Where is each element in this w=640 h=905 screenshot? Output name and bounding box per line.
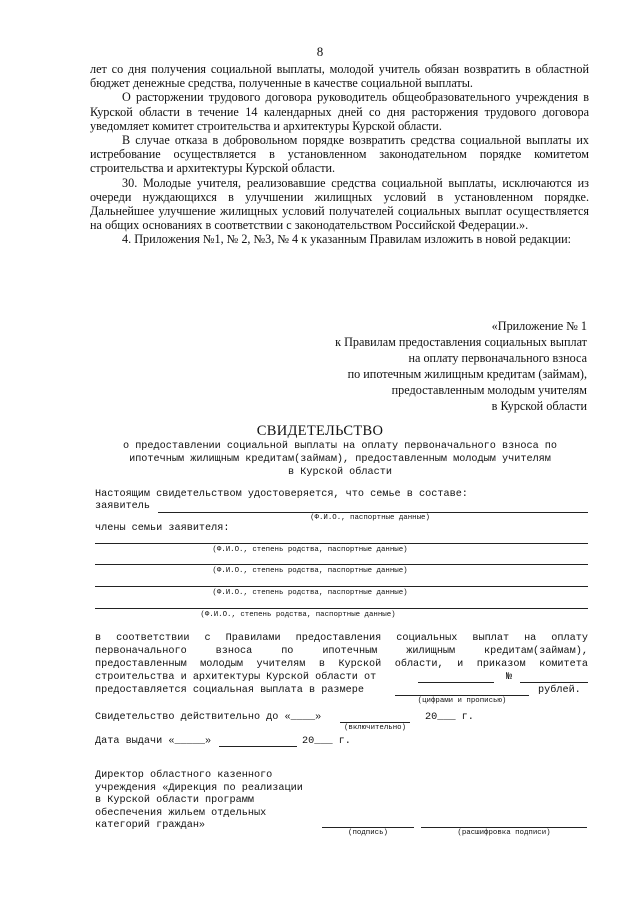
appendix-line: в Курской области — [491, 399, 587, 413]
appendix-line: к Правилам предоставления социальных выплат — [335, 335, 587, 349]
order-date-field[interactable] — [418, 682, 494, 683]
signature-decode-field[interactable] — [421, 827, 587, 828]
appendix-line: предоставленным молодым учителям — [391, 383, 587, 397]
signature-caption: (подпись) — [348, 829, 388, 837]
body-text — [90, 62, 589, 247]
applicant-caption: (Ф.И.О., паспортные данные) — [310, 514, 430, 522]
applicant-field[interactable] — [158, 512, 588, 513]
certificate-subtitle-3: в Курской области — [288, 467, 392, 478]
issue-date-year: 20___ г. — [302, 736, 351, 747]
valid-until-field[interactable] — [340, 722, 410, 723]
paragraph-3: В случае отказа в добровольном порядке возвратить средства социальной выплаты их истребование осуществляется в установленном законодательном порядке комитетом строительства и архитектуры Курской области. — [90, 133, 589, 176]
valid-until-label: Свидетельство действительно до «____» — [95, 712, 322, 723]
member-caption-3: (Ф.И.О., степень родства, паспортные данные) — [212, 589, 408, 597]
director-title: Директор областного казенного учреждения «Дирекция по реализации в Курской области программ обеспечения жильем отдельных категорий граждан» — [95, 770, 303, 831]
member-field-3[interactable] — [95, 586, 588, 587]
valid-until-caption: (включительно) — [343, 724, 407, 732]
legal-text-line-1: в соответствии с Правилами предоставления социальных выплат на оплату — [95, 633, 588, 644]
rubles-label: рублей. — [538, 685, 581, 696]
issue-date-field[interactable] — [219, 746, 297, 747]
member-caption-1: (Ф.И.О., степень родства, паспортные данные) — [212, 546, 408, 554]
member-caption-4: (Ф.И.О., степень родства, паспортные данные) — [200, 611, 396, 619]
signature-decode-caption: (расшифровка подписи) — [457, 829, 551, 837]
appendix-number: «Приложение № 1 — [491, 319, 587, 333]
legal-text-line-2: первоначального взноса по ипотечным жилищным кредитам(займам), — [95, 646, 588, 657]
amount-caption: (цифрами и прописью) — [417, 697, 507, 705]
appendix-header — [250, 318, 587, 414]
applicant-label: заявитель — [95, 501, 151, 512]
paragraph-2: О расторжении трудового договора руководитель общеобразовательного учреждения в Курской области в течение 14 календарных дней со дня расторжения трудового договора уведомляет комитет строительства и архитектуры Курской области. — [90, 90, 589, 133]
order-number-field[interactable] — [520, 682, 588, 683]
member-field-4[interactable] — [95, 608, 588, 609]
page-number: 8 — [316, 44, 324, 59]
member-field-1[interactable] — [95, 543, 588, 544]
legal-text-line-4: строительства и архитектуры Курской области от — [95, 672, 377, 683]
order-number-sign: № — [506, 672, 513, 683]
members-label: члены семьи заявителя: — [95, 523, 230, 534]
member-field-2[interactable] — [95, 564, 588, 565]
paragraph-1: лет со дня получения социальной выплаты, молодой учитель обязан возвратить в областной бюджет денежные средства, полученные в качестве социальной выплаты. — [90, 62, 589, 91]
paragraph-30: 30. Молодые учителя, реализовавшие средства социальной выплаты, исключаются из очереди нуждающихся в улучшении жилищных условий в установленном порядке. Дальнейшее улучшение жилищных условий получателей социальных выплат осуществляется на общих основаниях в соответствии с законодательством Российской Федерации.». — [90, 175, 589, 233]
certificate-subtitle-2: ипотечным жилищным кредитам(займам), предоставленным молодым учителям — [129, 454, 551, 465]
certificate-intro: Настоящим свидетельством удостоверяется, что семье в составе: — [95, 489, 468, 500]
valid-until-year: 20___ г. — [425, 712, 474, 723]
signature-field[interactable] — [322, 827, 414, 828]
paragraph-4: 4. Приложения №1, № 2, №3, № 4 к указанным Правилам изложить в новой редакции: — [122, 232, 572, 247]
member-caption-2: (Ф.И.О., степень родства, паспортные данные) — [212, 567, 408, 575]
appendix-line: по ипотечным жилищным кредитам (займам), — [347, 367, 587, 381]
appendix-line: на оплату первоначального взноса — [408, 351, 587, 365]
certificate-subtitle-1: о предоставлении социальной выплаты на оплату первоначального взноса по — [122, 441, 558, 452]
certificate-title: СВИДЕТЕЛЬСТВО — [256, 423, 384, 439]
legal-text-line-3: предоставленным молодым учителям в Курской области, и приказом комитета — [95, 659, 588, 670]
legal-text-line-5: предоставляется социальная выплата в размере — [95, 685, 364, 696]
amount-field[interactable] — [395, 695, 529, 696]
issue-date-label: Дата выдачи «_____» — [95, 736, 212, 747]
